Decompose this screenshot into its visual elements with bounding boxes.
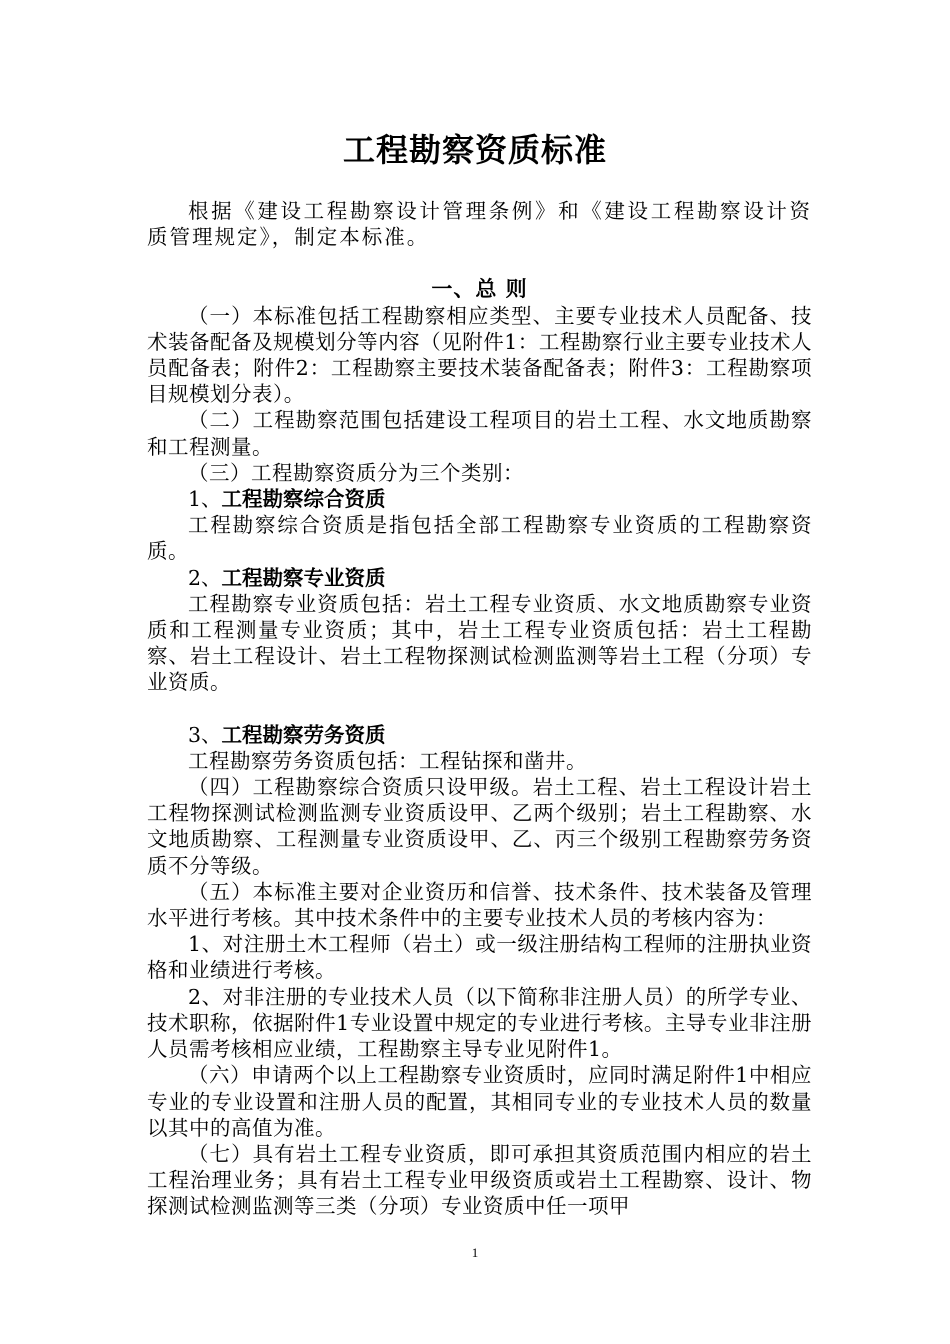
document-body — [147, 198, 812, 1220]
subheading-label: 工程勘察专业资质 — [221, 565, 386, 590]
blank-line — [147, 696, 812, 722]
subheading-specialty — [147, 565, 812, 591]
subheading-number: 1、 — [188, 487, 222, 512]
intro-paragraph: 根据《建设工程勘察设计管理条例》和《建设工程勘察设计资质管理规定》，制定本标准。 — [147, 199, 812, 250]
subheading-number: 3、 — [188, 722, 222, 747]
paragraph-6: 工程勘察劳务资质包括：工程钻探和凿井。 — [188, 748, 587, 773]
paragraph-12: （七）具有岩土工程专业资质，即可承担其资质范围内相应的岩土工程治理业务；具有岩土工程专业甲级资质或岩土工程勘察、设计、物探测试检测监测等三类（分项）专业资质中任一项甲 — [147, 1141, 812, 1219]
subheading-number: 2、 — [188, 565, 222, 590]
paragraph-3: （三）工程勘察资质分为三个类别： — [188, 460, 524, 485]
paragraph-11: （六）申请两个以上工程勘察专业资质时，应同时满足附件1中相应专业的专业设置和注册人员的配置，其相同专业的专业技术人员的数量以其中的高值为准。 — [147, 1063, 812, 1140]
subheading-labor — [147, 722, 812, 748]
subheading-comprehensive — [147, 486, 812, 512]
paragraph-5: 工程勘察专业资质包括：岩土工程专业资质、水文地质勘察专业资质和工程测量专业资质；其中，岩土工程专业资质包括：岩土工程勘察、岩土工程设计、岩土工程物探测试检测监测等岩土工程（分项）专业资质。 — [147, 591, 812, 695]
section-heading-general: 一、总 则 — [431, 276, 528, 302]
subheading-label: 工程勘察综合资质 — [221, 487, 386, 512]
document-title: 工程勘察资质标准 — [342, 131, 607, 169]
subheading-label: 工程勘察劳务资质 — [221, 722, 386, 747]
paragraph-7: （四）工程勘察综合资质只设甲级。岩土工程、岩土工程设计岩土工程物探测试检测监测专业资质设甲、乙两个级别；岩土工程勘察、水文地质勘察、工程测量专业资质设甲、乙、丙三个级别工程勘察劳务资质不分等级。 — [147, 775, 812, 878]
paragraph-10: 2、对非注册的专业技术人员（以下简称非注册人员）的所学专业、技术职称，依据附件1专业设置中规定的专业进行考核。主导专业非注册人员需考核相应业绩，工程勘察主导专业见附件1。 — [147, 984, 812, 1062]
paragraph-1: （一）本标准包括工程勘察相应类型、主要专业技术人员配备、技术装备配备及规模划分等内容（见附件1：工程勘察行业主要专业技术人员配备表；附件2：工程勘察主要技术装备配备表；附件3：工程勘察项目规模划分表）。 — [147, 303, 812, 407]
page-number: 1 — [471, 1245, 479, 1260]
paragraph-2: （二）工程勘察范围包括建设工程项目的岩土工程、水文地质勘察和工程测量。 — [147, 408, 812, 459]
paragraph-9: 1、对注册土木工程师（岩土）或一级注册结构工程师的注册执业资格和业绩进行考核。 — [147, 932, 812, 983]
paragraph-4: 工程勘察综合资质是指包括全部工程勘察专业资质的工程勘察资质。 — [147, 513, 812, 564]
paragraph-8: （五）本标准主要对企业资历和信誉、技术条件、技术装备及管理水平进行考核。其中技术条件中的主要专业技术人员的考核内容为： — [147, 879, 812, 931]
